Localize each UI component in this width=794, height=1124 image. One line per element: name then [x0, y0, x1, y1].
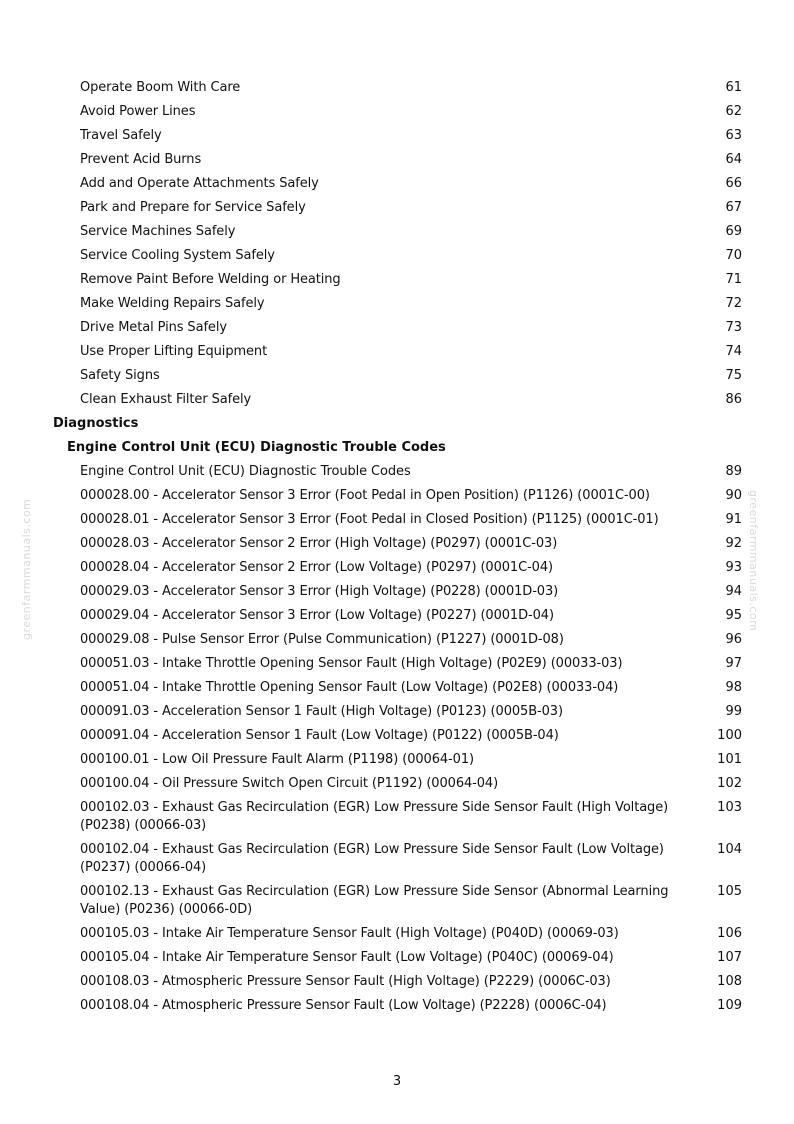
toc-entry[interactable] [0, 340, 794, 364]
toc-entry[interactable] [0, 220, 794, 244]
toc-entry-page-number: 100 [717, 728, 742, 743]
toc-entry-title[interactable]: 000105.04 - Intake Air Temperature Sensor Fault (Low Voltage) (P040C) (00069-04) [80, 950, 614, 965]
toc-entry-page-number: 91 [725, 512, 742, 527]
watermark-right: greenfarmmanuals.com [747, 490, 760, 632]
page-number: 3 [392, 1074, 402, 1089]
toc-entry-page-number: 96 [725, 632, 742, 647]
toc-entry-page-number: 89 [725, 464, 742, 479]
toc-entry-page-number: 95 [725, 608, 742, 623]
toc-entry[interactable] [0, 880, 794, 922]
toc-entry[interactable] [0, 124, 794, 148]
toc-entry[interactable] [0, 388, 794, 412]
toc-entry[interactable] [0, 604, 794, 628]
toc-entry-page-number: 74 [725, 344, 742, 359]
toc-entry[interactable] [0, 460, 794, 484]
toc-entry[interactable] [0, 628, 794, 652]
toc-entry-title[interactable]: Engine Control Unit (ECU) Diagnostic Trouble Codes [80, 464, 411, 479]
toc-entry-page-number: 71 [725, 272, 742, 287]
toc-entry-title[interactable]: 000029.04 - Accelerator Sensor 3 Error (Low Voltage) (P0227) (0001D-04) [80, 608, 554, 623]
toc-entry-page-number: 102 [717, 776, 742, 791]
toc-entry-title[interactable]: 000028.01 - Accelerator Sensor 3 Error (Foot Pedal in Closed Position) (P1125) (0001C-01) [80, 512, 659, 527]
toc-entry[interactable] [0, 748, 794, 772]
toc-entry-page-number: 69 [725, 224, 742, 239]
toc-entry[interactable] [0, 196, 794, 220]
toc-entry-title[interactable]: 000105.03 - Intake Air Temperature Sensor Fault (High Voltage) (P040D) (00069-03) [80, 926, 619, 941]
subsection-heading-ecu-codes: Engine Control Unit (ECU) Diagnostic Trouble Codes [67, 440, 446, 455]
toc-entry[interactable] [0, 580, 794, 604]
toc-entry-page-number: 70 [725, 248, 742, 263]
watermark-left: greenfarmmanuals.com [20, 498, 33, 640]
toc-entry-page-number: 93 [725, 560, 742, 575]
toc-entry[interactable] [0, 994, 794, 1018]
table-of-contents [0, 76, 794, 1018]
toc-entry-title[interactable]: 000051.04 - Intake Throttle Opening Sensor Fault (Low Voltage) (P02E8) (00033-04) [80, 680, 619, 695]
toc-entry-page-number: 61 [725, 80, 742, 95]
toc-entry[interactable] [0, 922, 794, 946]
toc-entry-title[interactable]: 000102.04 - Exhaust Gas Recirculation (EGR) Low Pressure Side Sensor Fault (Low Voltage) (P0237) (00066-04) [80, 842, 664, 875]
toc-entry-page-number: 107 [717, 950, 742, 965]
toc-entry[interactable] [0, 946, 794, 970]
toc-entry-page-number: 108 [717, 974, 742, 989]
toc-entry-title[interactable]: 000102.13 - Exhaust Gas Recirculation (EGR) Low Pressure Side Sensor (Abnormal Learning Value) (P0236) (00066-0D) [80, 884, 669, 917]
toc-entry-page-number: 73 [725, 320, 742, 335]
toc-entry-title[interactable]: Travel Safely [80, 128, 162, 143]
toc-entry[interactable] [0, 796, 794, 838]
toc-entry-title[interactable]: 000029.03 - Accelerator Sensor 3 Error (High Voltage) (P0228) (0001D-03) [80, 584, 559, 599]
toc-entry-title[interactable]: 000028.04 - Accelerator Sensor 2 Error (Low Voltage) (P0297) (0001C-04) [80, 560, 553, 575]
toc-entry-page-number: 104 [717, 842, 742, 857]
toc-entry-title[interactable]: 000028.03 - Accelerator Sensor 2 Error (High Voltage) (P0297) (0001C-03) [80, 536, 558, 551]
toc-entry-page-number: 105 [717, 884, 742, 899]
toc-entry-title[interactable]: 000100.01 - Low Oil Pressure Fault Alarm (P1198) (00064-01) [80, 752, 474, 767]
toc-entry-title[interactable]: 000091.03 - Acceleration Sensor 1 Fault (High Voltage) (P0123) (0005B-03) [80, 704, 563, 719]
toc-entry-title[interactable]: Prevent Acid Burns [80, 152, 202, 167]
toc-entry-title[interactable]: Avoid Power Lines [80, 104, 196, 119]
toc-entry-page-number: 92 [725, 536, 742, 551]
toc-entry[interactable] [0, 148, 794, 172]
toc-entry[interactable] [0, 724, 794, 748]
toc-entry[interactable] [0, 772, 794, 796]
toc-entry-page-number: 63 [725, 128, 742, 143]
toc-entry-title[interactable]: Service Cooling System Safely [80, 248, 275, 263]
toc-entry-title[interactable]: 000100.04 - Oil Pressure Switch Open Circuit (P1192) (00064-04) [80, 776, 499, 791]
toc-entry-title[interactable]: 000091.04 - Acceleration Sensor 1 Fault (Low Voltage) (P0122) (0005B-04) [80, 728, 559, 743]
toc-entry[interactable] [0, 172, 794, 196]
toc-entry[interactable] [0, 316, 794, 340]
toc-entry-page-number: 86 [725, 392, 742, 407]
toc-entry-page-number: 109 [717, 998, 742, 1013]
toc-entry-page-number: 66 [725, 176, 742, 191]
toc-entry[interactable] [0, 676, 794, 700]
toc-entry-title[interactable]: 000102.03 - Exhaust Gas Recirculation (EGR) Low Pressure Side Sensor Fault (High Voltage) (P0238) (00066-03) [80, 800, 669, 833]
toc-entry-page-number: 94 [725, 584, 742, 599]
toc-entry-title[interactable]: 000029.08 - Pulse Sensor Error (Pulse Communication) (P1227) (0001D-08) [80, 632, 564, 647]
toc-entry-page-number: 64 [725, 152, 742, 167]
toc-entry[interactable] [0, 508, 794, 532]
toc-entry[interactable] [0, 484, 794, 508]
toc-entry[interactable] [0, 364, 794, 388]
toc-entry-page-number: 97 [725, 656, 742, 671]
toc-entry[interactable] [0, 244, 794, 268]
toc-entry[interactable] [0, 268, 794, 292]
toc-entry-title[interactable]: Add and Operate Attachments Safely [80, 176, 319, 191]
toc-entry[interactable] [0, 556, 794, 580]
toc-entry[interactable] [0, 700, 794, 724]
toc-entry[interactable] [0, 76, 794, 100]
diagnostic-entries-list [0, 460, 794, 1018]
toc-entry-page-number: 99 [725, 704, 742, 719]
toc-entry-title[interactable]: Remove Paint Before Welding or Heating [80, 272, 341, 287]
toc-entry-page-number: 62 [725, 104, 742, 119]
toc-entry-title[interactable]: 000028.00 - Accelerator Sensor 3 Error (Foot Pedal in Open Position) (P1126) (0001C-00) [80, 488, 650, 503]
toc-entry-page-number: 101 [717, 752, 742, 767]
toc-entry-page-number: 103 [717, 800, 742, 815]
toc-entry-page-number: 72 [725, 296, 742, 311]
toc-entry-title[interactable]: Operate Boom With Care [80, 80, 241, 95]
toc-entry[interactable] [0, 100, 794, 124]
toc-entry-title[interactable]: Make Welding Repairs Safely [80, 296, 265, 311]
toc-entry-title[interactable]: Safety Signs [80, 368, 160, 383]
toc-entry-title[interactable]: Use Proper Lifting Equipment [80, 344, 268, 359]
toc-entry-page-number: 90 [725, 488, 742, 503]
toc-entry[interactable] [0, 532, 794, 556]
toc-entry-title[interactable]: 000051.03 - Intake Throttle Opening Sensor Fault (High Voltage) (P02E9) (00033-03) [80, 656, 623, 671]
toc-entry-page-number: 75 [725, 368, 742, 383]
toc-entry-page-number: 67 [725, 200, 742, 215]
toc-entry-title[interactable]: Service Machines Safely [80, 224, 236, 239]
toc-entry-title[interactable]: 000108.04 - Atmospheric Pressure Sensor Fault (Low Voltage) (P2228) (0006C-04) [80, 998, 607, 1013]
toc-entry[interactable] [0, 292, 794, 316]
toc-entry-title[interactable]: 000108.03 - Atmospheric Pressure Sensor Fault (High Voltage) (P2229) (0006C-03) [80, 974, 611, 989]
toc-entry[interactable] [0, 652, 794, 676]
toc-entry-title[interactable]: Clean Exhaust Filter Safely [80, 392, 252, 407]
section-heading-diagnostics: Diagnostics [53, 416, 139, 431]
toc-entry-page-number: 106 [717, 926, 742, 941]
toc-entry[interactable] [0, 838, 794, 880]
toc-entry-title[interactable]: Drive Metal Pins Safely [80, 320, 227, 335]
toc-entry-page-number: 98 [725, 680, 742, 695]
toc-entry-title[interactable]: Park and Prepare for Service Safely [80, 200, 306, 215]
toc-entry[interactable] [0, 970, 794, 994]
safety-entries-list [0, 76, 794, 412]
